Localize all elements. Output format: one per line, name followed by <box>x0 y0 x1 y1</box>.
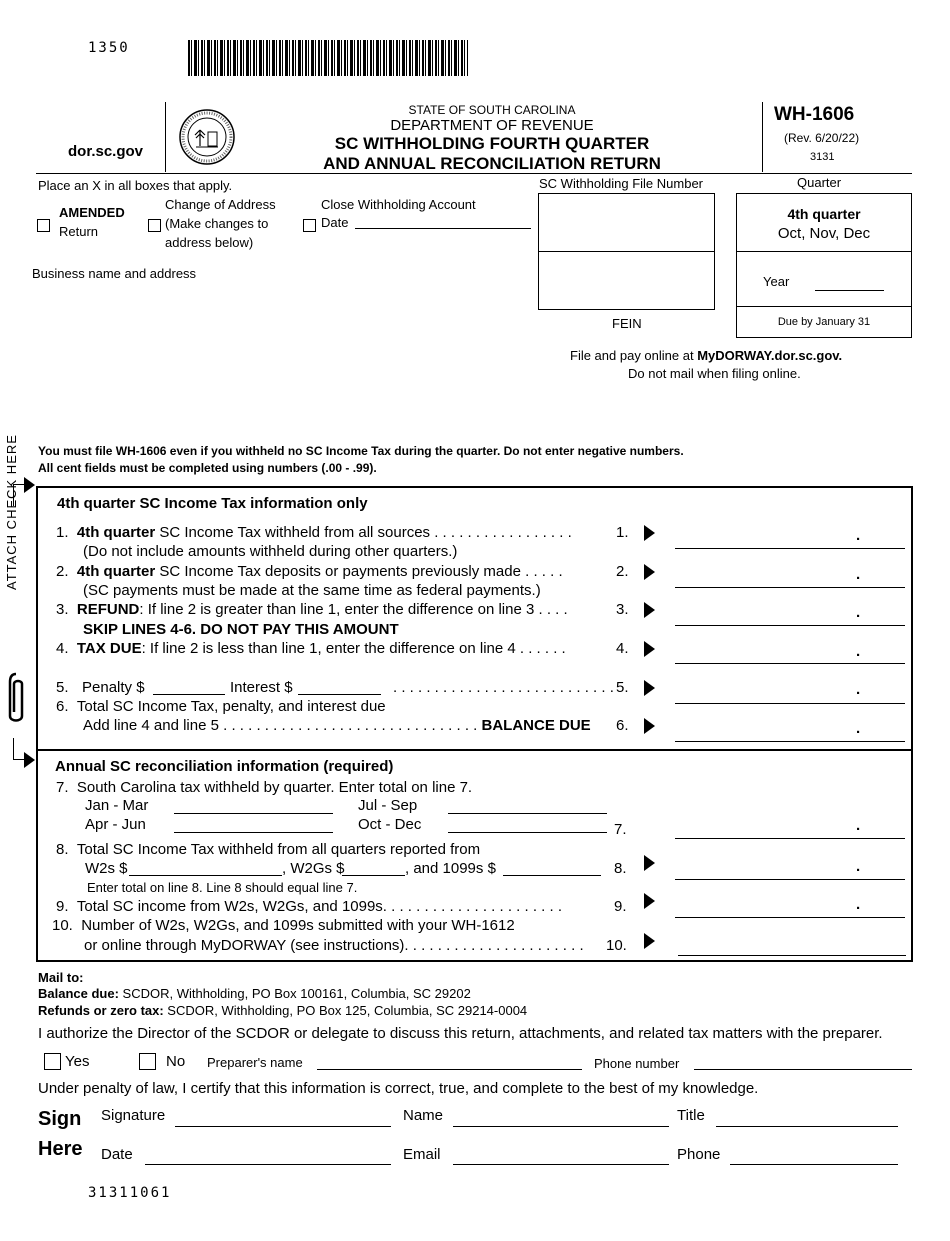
preparer-name-label: Preparer's name <box>207 1055 303 1070</box>
form-title-line1: SC WITHHOLDING FOURTH QUARTER <box>334 134 650 153</box>
year-field[interactable] <box>815 290 884 291</box>
signer-title-field[interactable] <box>716 1126 898 1127</box>
line8-cents-dot: . <box>856 858 861 875</box>
fein-label: FEIN <box>612 316 642 331</box>
preparer-phone-field[interactable] <box>694 1069 912 1070</box>
line5-interest-label: Interest $ <box>230 679 293 696</box>
change-address-checkbox[interactable] <box>148 219 161 232</box>
line9-ref: 9. <box>614 898 627 915</box>
line5-amount-field[interactable] <box>675 703 905 704</box>
footer-form-code: 31311061 <box>88 1185 172 1201</box>
close-date-label: Date <box>321 215 349 230</box>
signer-email-field[interactable] <box>453 1164 669 1165</box>
sign-label: Sign <box>38 1108 82 1130</box>
line4-label: 4. TAX DUE: If line 2 is less than line 1, enter the difference on line 4 . . . . . . <box>56 640 566 657</box>
attach-arrow-top-icon <box>24 477 35 493</box>
auth-yes-checkbox[interactable] <box>44 1053 61 1070</box>
line3-skip-note: SKIP LINES 4-6. DO NOT PAY THIS AMOUNT <box>83 621 399 638</box>
line5-penalty-label: Penalty $ <box>82 679 145 696</box>
due-date: Due by January 31 <box>777 316 871 328</box>
line1-arrow-icon <box>644 525 655 541</box>
line8-arrow-icon <box>644 855 655 871</box>
signature-label: Signature <box>101 1107 166 1124</box>
line10-label: 10. Number of W2s, W2Gs, and 1099s submitted with your WH-1612 <box>52 917 515 934</box>
line2-label: 2. 4th quarter SC Income Tax deposits or payments previously made . . . . . <box>56 563 563 580</box>
line3-amount-field[interactable] <box>675 625 905 626</box>
preparer-name-field[interactable] <box>317 1069 582 1070</box>
mail-balance-due: Balance due: SCDOR, Withholding, PO Box 100161, Columbia, SC 29202 <box>38 986 471 1001</box>
q-apr-jun-field[interactable] <box>174 832 333 833</box>
auth-no-checkbox[interactable] <box>139 1053 156 1070</box>
amended-label: AMENDED <box>59 205 125 220</box>
paperclip-icon <box>7 670 25 733</box>
form-title-line2: AND ANNUAL RECONCILIATION RETURN <box>323 154 661 173</box>
barcode <box>188 40 468 76</box>
section2-title: Annual SC reconciliation information (required) <box>55 758 394 775</box>
line10-count-field[interactable] <box>678 955 906 956</box>
attach-check-label: ATTACH CHECK HERE <box>4 434 19 590</box>
place-x-instruction: Place an X in all boxes that apply. <box>38 178 233 193</box>
here-label: Here <box>38 1138 83 1160</box>
online-filing-note: File and pay online at MyDORWAY.dor.sc.gov. <box>570 348 843 363</box>
line8-w2g-label: , W2Gs $ <box>282 860 345 877</box>
change-address-label-1: Change of Address <box>165 197 276 212</box>
q-jul-sep-label: Jul - Sep <box>358 797 418 814</box>
signature-field[interactable] <box>175 1126 391 1127</box>
fein-field[interactable] <box>538 251 715 310</box>
line1-amount-field[interactable] <box>675 548 905 549</box>
line7-cents-dot: . <box>856 817 861 834</box>
business-name-label: Business name and address <box>32 266 197 281</box>
year-label: Year <box>763 274 790 289</box>
signer-phone-label: Phone <box>677 1146 721 1163</box>
interest-field[interactable] <box>298 694 381 695</box>
line8-amount-field[interactable] <box>675 879 905 880</box>
no-mail-note: Do not mail when filing online. <box>628 366 801 381</box>
penalty-certification: Under penalty of law, I certify that this information is correct, true, and complete to the best of my knowledge. <box>38 1080 759 1097</box>
form1099-amount-field[interactable] <box>503 875 601 876</box>
form-number: WH-1606 <box>774 104 855 125</box>
auth-yes-label: Yes <box>65 1053 90 1070</box>
website: dor.sc.gov <box>68 143 144 160</box>
line2-ref: 2. <box>616 563 629 580</box>
line4-arrow-icon <box>644 641 655 657</box>
notice-line2: All cent fields must be completed using numbers (.00 - .99). <box>38 461 377 475</box>
line9-arrow-icon <box>644 893 655 909</box>
penalty-field[interactable] <box>153 694 225 695</box>
amended-return-label: Return <box>59 224 99 239</box>
line2-amount-field[interactable] <box>675 587 905 588</box>
line6-cents-dot: . <box>856 720 861 737</box>
change-address-label-2: (Make changes to <box>165 216 269 231</box>
line4-ref: 4. <box>616 640 629 657</box>
q-jul-sep-field[interactable] <box>448 813 607 814</box>
close-account-label: Close Withholding Account <box>321 197 476 212</box>
line2-arrow-icon <box>644 564 655 580</box>
line6-label: 6. Total SC Income Tax, penalty, and interest due <box>56 698 386 715</box>
line7-label: 7. South Carolina tax withheld by quarter. Enter total on line 7. <box>56 779 473 796</box>
q-oct-dec-field[interactable] <box>448 832 607 833</box>
line5-dots: . . . . . . . . . . . . . . . . . . . . . . . . . . . <box>393 679 614 696</box>
line9-cents-dot: . <box>856 896 861 913</box>
line6-arrow-icon <box>644 718 655 734</box>
signer-email-label: Email <box>403 1146 441 1163</box>
preparer-authorization: I authorize the Director of the SCDOR or delegate to discuss this return, attachments, and related tax matters with the preparer. <box>38 1025 883 1042</box>
change-address-label-3: address below) <box>165 235 254 250</box>
state-name: STATE OF SOUTH CAROLINA <box>408 103 576 117</box>
auth-no-label: No <box>166 1053 186 1070</box>
line9-label: 9. Total SC income from W2s, W2Gs, and 1099s. . . . . . . . . . . . . . . . . . . . . . <box>56 898 563 915</box>
line1-note: (Do not include amounts withheld during other quarters.) <box>83 543 458 560</box>
line3-cents-dot: . <box>856 604 861 621</box>
q-jan-mar-field[interactable] <box>174 813 333 814</box>
line7-amount-field[interactable] <box>675 838 905 839</box>
signer-name-field[interactable] <box>453 1126 669 1127</box>
line3-label: 3. REFUND: If line 2 is greater than line 1, enter the difference on line 3 . . . . <box>56 601 568 618</box>
quarter-name: 4th quarter <box>787 206 861 222</box>
attach-arrow-bottom-icon <box>24 752 35 768</box>
line10-arrow-icon <box>644 933 655 949</box>
line1-label: 1. 4th quarter SC Income Tax withheld from all sources . . . . . . . . . . . . . . . . . <box>56 524 572 541</box>
line9-amount-field[interactable] <box>675 917 905 918</box>
department-name: DEPARTMENT OF REVENUE <box>390 117 594 134</box>
line2-note: (SC payments must be made at the same time as federal payments.) <box>83 582 541 599</box>
line6-amount-field[interactable] <box>675 741 905 742</box>
line8-label: 8. Total SC Income Tax withheld from all quarters reported from <box>56 841 481 858</box>
signer-title-label: Title <box>677 1107 705 1124</box>
line4-cents-dot: . <box>856 643 861 660</box>
amended-checkbox[interactable] <box>37 219 50 232</box>
q-jan-mar-label: Jan - Mar <box>85 797 149 814</box>
line5-arrow-icon <box>644 680 655 696</box>
mail-to-title: Mail to: <box>38 970 84 985</box>
section1-title: 4th quarter SC Income Tax information only <box>57 495 368 512</box>
line8-w2-label: W2s $ <box>85 860 128 877</box>
signer-name-label: Name <box>403 1107 444 1124</box>
revision-date: (Rev. 6/20/22) <box>784 131 860 145</box>
line1-cents-dot: . <box>856 527 861 544</box>
line6-sub: Add line 4 and line 5 . . . . . . . . . . . . . . . . . . . . . . . . . . . . . . . BALANCE DUE <box>83 717 591 734</box>
line4-amount-field[interactable] <box>675 663 905 664</box>
form-code-top: 1350 <box>88 40 130 56</box>
w2-amount-field[interactable] <box>129 875 282 876</box>
close-account-checkbox[interactable] <box>303 219 316 232</box>
line8-ref: 8. <box>614 860 627 877</box>
notice-line1: You must file WH-1606 even if you withheld no SC Income Tax during the quarter. Do not enter negative numbers. <box>38 444 684 458</box>
line3-ref: 3. <box>616 601 629 618</box>
line7-ref: 7. <box>614 821 627 838</box>
form-id: 3131 <box>810 151 835 163</box>
signer-phone-field[interactable] <box>730 1164 898 1165</box>
line2-cents-dot: . <box>856 566 861 583</box>
file-number-field[interactable] <box>538 193 715 252</box>
quarter-months: Oct, Nov, Dec <box>777 225 871 242</box>
q-apr-jun-label: Apr - Jun <box>85 816 146 833</box>
line10-sub: or online through MyDORWAY (see instructions). . . . . . . . . . . . . . . . . . . . . . <box>84 937 584 954</box>
line8-note: Enter total on line 8. Line 8 should equal line 7. <box>87 880 358 895</box>
quarter-label: Quarter <box>797 175 842 190</box>
line1-ref: 1. <box>616 524 629 541</box>
sign-date-field[interactable] <box>145 1164 391 1165</box>
preparer-phone-label: Phone number <box>594 1056 680 1071</box>
line8-1099-label: , and 1099s $ <box>405 860 496 877</box>
w2g-amount-field[interactable] <box>342 875 405 876</box>
mail-refunds: Refunds or zero tax: SCDOR, Withholding, PO Box 125, Columbia, SC 29214-0004 <box>38 1003 528 1018</box>
line6-ref: 6. <box>616 717 629 734</box>
sign-date-label: Date <box>101 1146 133 1163</box>
line5-ref: 5. <box>616 679 629 696</box>
line5-cents-dot: . <box>856 681 861 698</box>
line5-num: 5. <box>56 679 69 696</box>
file-number-label: SC Withholding File Number <box>539 176 704 191</box>
line3-arrow-icon <box>644 602 655 618</box>
line10-ref: 10. <box>606 937 627 954</box>
close-date-field[interactable] <box>355 228 531 229</box>
q-oct-dec-label: Oct - Dec <box>358 816 422 833</box>
